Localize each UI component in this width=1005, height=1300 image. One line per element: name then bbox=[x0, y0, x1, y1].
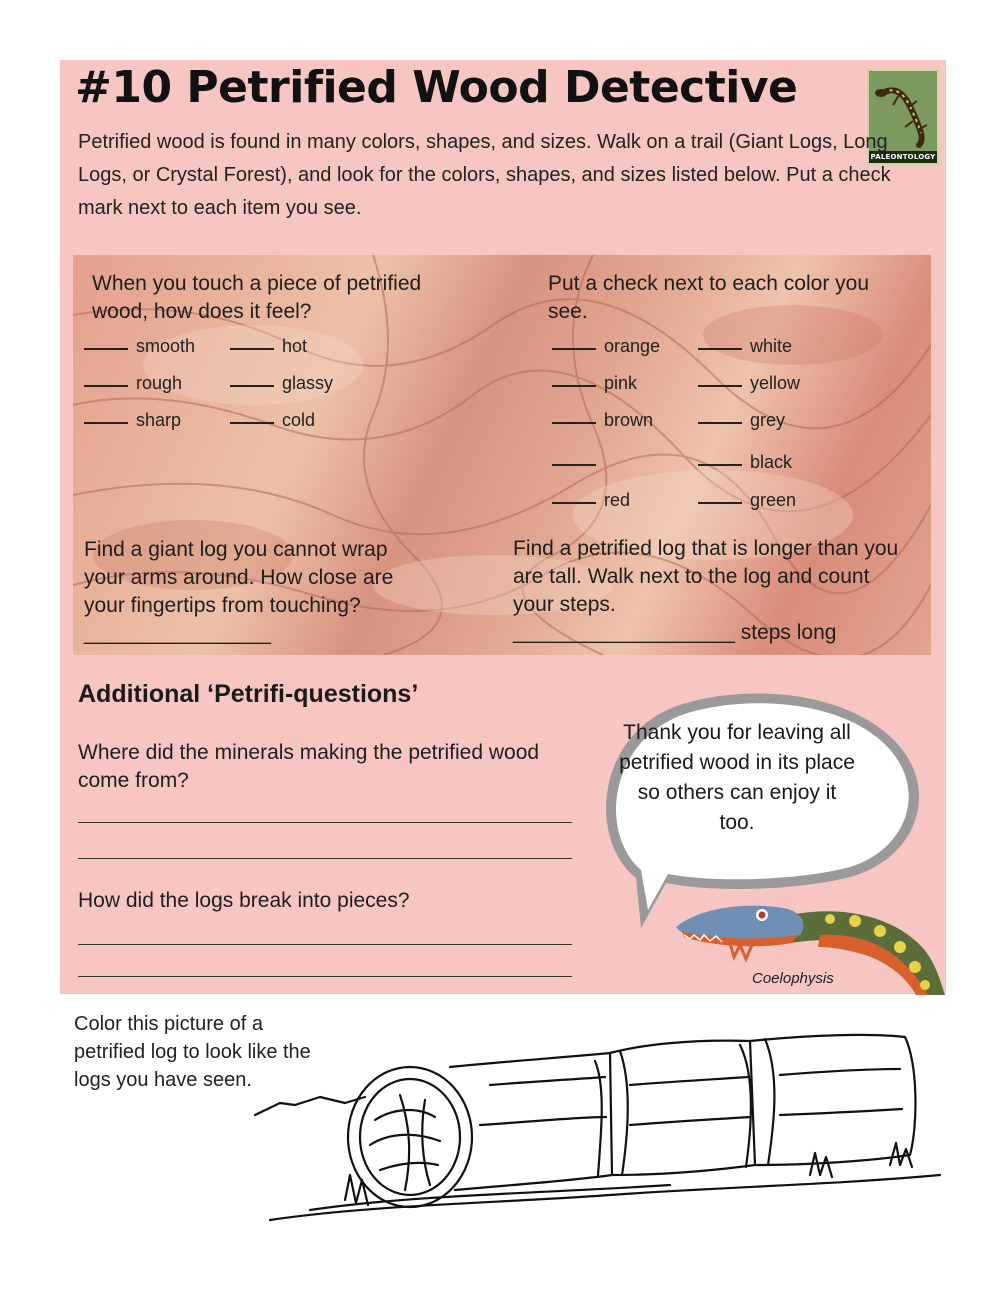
check-blank[interactable] bbox=[230, 348, 274, 350]
check-blank[interactable] bbox=[552, 422, 596, 424]
check-blank[interactable] bbox=[84, 422, 128, 424]
color-item-white[interactable]: white bbox=[698, 336, 792, 357]
color-item-black[interactable]: black bbox=[698, 452, 792, 473]
intro-text: Petrified wood is found in many colors, shapes, and sizes. Walk on a trail (Giant Logs, Long Logs, or Crystal Forest), and look for the colors, shapes, and sizes listed below. Put a check mark next to each item you see. bbox=[78, 131, 891, 219]
check-blank[interactable] bbox=[698, 385, 742, 387]
check-blank[interactable] bbox=[698, 502, 742, 504]
additional-questions-title: Additional ‘Petrifi-questions’ bbox=[78, 680, 419, 708]
giant-log-question: Find a giant log you cannot wrap your arms around. How close are your fingertips from touching?________________ bbox=[84, 538, 394, 645]
color-item-orange[interactable]: orange bbox=[552, 336, 660, 357]
dino-caption: Coelophysis bbox=[752, 970, 834, 987]
petrified-log-drawing bbox=[250, 1025, 950, 1230]
color-item-yellow[interactable]: yellow bbox=[698, 373, 800, 394]
check-blank[interactable] bbox=[552, 385, 596, 387]
check-blank[interactable] bbox=[698, 464, 742, 466]
logs-break-answer-line-2[interactable] bbox=[78, 976, 572, 977]
page-title: #10 Petrified Wood Detective bbox=[75, 62, 798, 113]
minerals-answer-line-1[interactable] bbox=[78, 822, 572, 823]
speech-text: Thank you for leaving all petrified wood in its place so others can enjoy it too. bbox=[619, 721, 855, 834]
color-item-brown[interactable]: brown bbox=[552, 410, 653, 431]
check-blank[interactable] bbox=[84, 348, 128, 350]
feel-item-hot[interactable]: hot bbox=[230, 336, 307, 357]
check-blank[interactable] bbox=[552, 502, 596, 504]
check-blank[interactable] bbox=[698, 422, 742, 424]
color-question: Put a check next to each color you see. bbox=[548, 272, 870, 323]
feel-item-sharp[interactable]: sharp bbox=[84, 410, 181, 431]
logs-break-question: How did the logs break into pieces? bbox=[78, 889, 410, 912]
check-blank[interactable] bbox=[552, 348, 596, 350]
minerals-answer-line-2[interactable] bbox=[78, 858, 572, 859]
logs-break-answer-line-1[interactable] bbox=[78, 944, 572, 945]
color-item-pink[interactable]: pink bbox=[552, 373, 637, 394]
color-item-grey[interactable]: grey bbox=[698, 410, 785, 431]
color-item-green[interactable]: green bbox=[698, 490, 796, 511]
check-blank[interactable] bbox=[552, 464, 596, 466]
feel-item-glassy[interactable]: glassy bbox=[230, 373, 333, 394]
color-instruction: Color this picture of a petrified log to look like the logs you have seen. bbox=[74, 1013, 311, 1091]
check-blank[interactable] bbox=[230, 422, 274, 424]
feel-item-smooth[interactable]: smooth bbox=[84, 336, 195, 357]
minerals-question: Where did the minerals making the petrified wood come from? bbox=[78, 741, 540, 792]
color-item-blank[interactable] bbox=[552, 452, 604, 473]
color-item-red[interactable]: red bbox=[552, 490, 630, 511]
feel-item-rough[interactable]: rough bbox=[84, 373, 182, 394]
feel-question: When you touch a piece of petrified wood, how does it feel? bbox=[92, 272, 422, 323]
long-log-question: Find a petrified log that is longer than you are tall. Walk next to the log and count your steps. bbox=[513, 537, 899, 616]
feel-item-cold[interactable]: cold bbox=[230, 410, 315, 431]
check-blank[interactable] bbox=[230, 385, 274, 387]
steps-answer-line[interactable]: ___________________ steps long bbox=[513, 621, 837, 644]
check-blank[interactable] bbox=[84, 385, 128, 387]
badge-label: PALEONTOLOGY bbox=[870, 153, 936, 161]
check-blank[interactable] bbox=[698, 348, 742, 350]
